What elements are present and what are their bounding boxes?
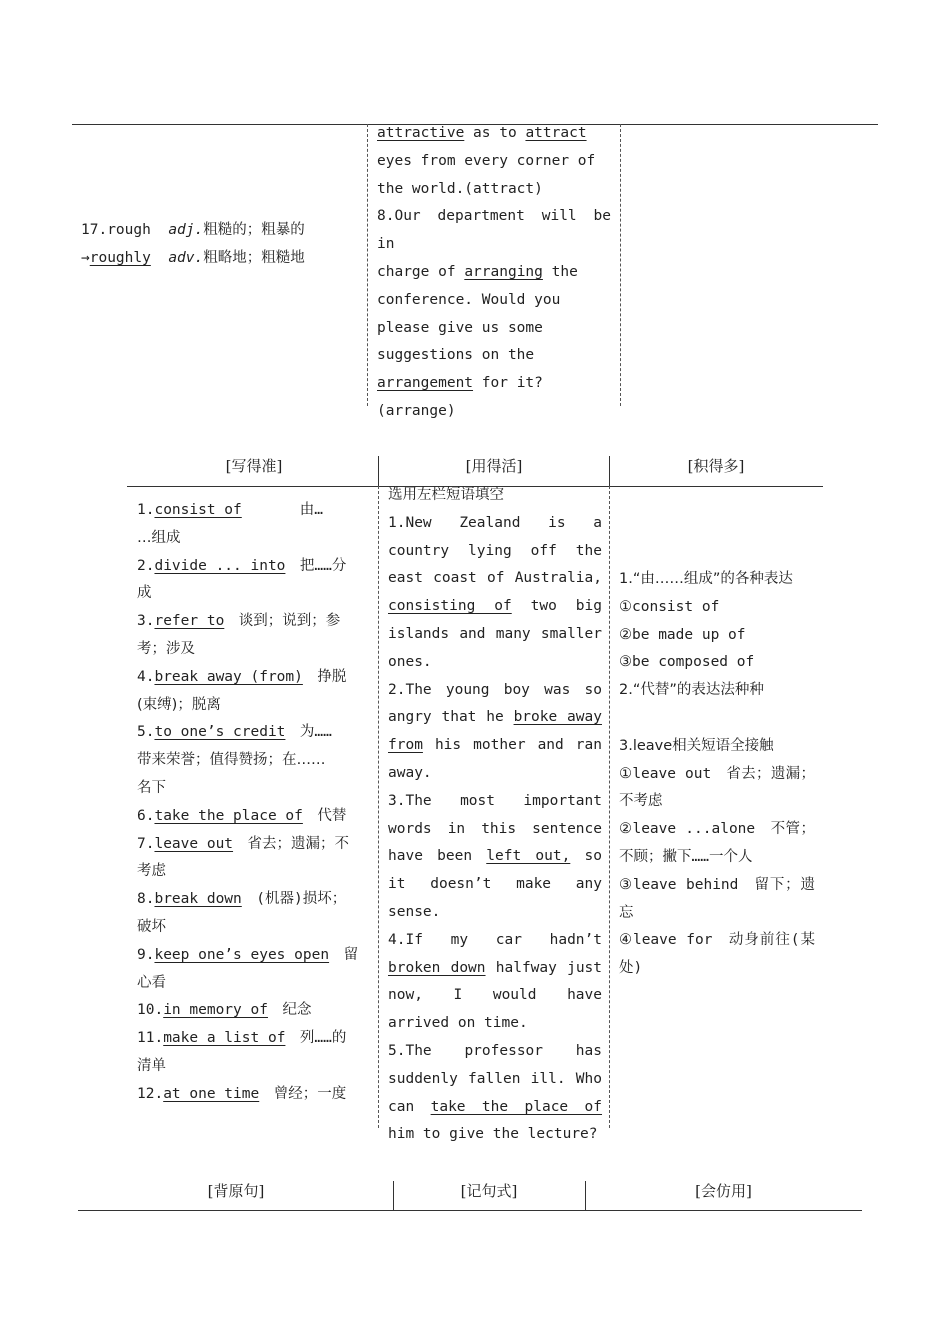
derived-word: roughly <box>89 249 151 266</box>
note-heading-2: 2.“代替”的表达法种种 <box>619 682 764 699</box>
table3-rule <box>78 1210 862 1211</box>
exercise-4 <box>388 927 602 1038</box>
sentence-part: two big islands and many smaller ones. <box>388 598 602 670</box>
note-item: ③leave behind 留下；遗忘 <box>619 876 815 921</box>
answer: consisting of <box>388 598 512 615</box>
sentence-part: 4.If my car hadn’t <box>388 931 602 948</box>
num: 11. <box>137 1030 164 1047</box>
num: 7. <box>137 835 155 852</box>
num: 5. <box>137 724 155 741</box>
note-item: ②leave ...alone 不管；不顾；撇下……一个人 <box>619 821 815 865</box>
note-item: ③be composed of <box>619 654 755 671</box>
col2-line <box>377 370 611 398</box>
phrase-2-line1: 2.divide ... into 把……分 <box>137 557 347 574</box>
table2-divider-2 <box>609 486 610 1128</box>
vocab-item-17-line1 <box>81 217 359 245</box>
word: the <box>551 263 578 280</box>
note-item: ①consist of <box>619 598 720 615</box>
phrase: consist of <box>154 502 242 518</box>
note-heading-1: 1.“由……组成”的各种表达 <box>619 571 793 587</box>
phrase: divide ... into <box>154 557 286 574</box>
phrase-4-line1: 4.break away (from) 挣脱 <box>137 668 347 685</box>
word: of <box>438 263 456 280</box>
meaning: 代替 <box>317 807 347 824</box>
num: 1. <box>137 502 155 518</box>
phrase: in memory of <box>163 1002 268 1019</box>
block1-divider-left <box>367 124 368 406</box>
word: charge <box>377 263 430 280</box>
table2-divider-1 <box>378 486 379 1128</box>
word: as <box>473 125 491 141</box>
answer: take the place of <box>430 1098 603 1115</box>
answer: broken down <box>388 959 486 976</box>
note-item: ①leave out 省去；遗漏；不考虑 <box>619 765 815 810</box>
phrase-10 <box>137 997 370 1025</box>
phrase: break down <box>154 891 242 908</box>
header-beiyuanju: [背原句] <box>207 1182 265 1200</box>
phrase-5-line2: 带来荣誉；值得赞扬；在…… <box>137 752 326 769</box>
sentence-part: 5.The professor has suddenly fallen ill. Who can <box>388 1042 602 1115</box>
col2-line: 8.Our department will be in <box>377 208 611 253</box>
note-heading-3: 3.leave相关短语全接触 <box>619 737 774 754</box>
num: 10. <box>137 1002 164 1019</box>
num: 3. <box>137 613 155 630</box>
phrase-11-line2: 清单 <box>137 1057 166 1074</box>
table3-divider-2 <box>585 1181 586 1210</box>
exercise-3 <box>388 788 602 927</box>
header-huifangyong: [会仿用] <box>695 1182 752 1200</box>
exercise-5 <box>388 1038 602 1149</box>
block1-divider-right <box>620 124 621 406</box>
phrase-12 <box>137 1081 370 1109</box>
block1-col1 <box>81 217 359 273</box>
phrase-3-line2: 考；涉及 <box>137 640 195 657</box>
fill-blank-exercises <box>388 482 602 1149</box>
meaning: 纪念 <box>282 1002 312 1019</box>
exercise-2 <box>388 677 602 788</box>
word: to <box>499 125 517 141</box>
phrase: at one time <box>163 1085 260 1102</box>
phrase-1-line2: …组成 <box>137 529 181 546</box>
phrase-5-line3: 名下 <box>137 779 166 796</box>
header-jideduo: [积得多] <box>687 457 745 475</box>
header-jijushi: [记句式] <box>460 1182 518 1200</box>
phrase-6 <box>137 803 370 831</box>
spacer <box>619 705 815 733</box>
phrase: take the place of <box>154 807 303 824</box>
exercise-instruction: 选用左栏短语填空 <box>388 487 504 503</box>
phrase-list <box>137 497 370 1109</box>
derived-pos: adv. <box>168 249 204 266</box>
col2-line <box>377 259 611 287</box>
answer-attractive: attractive <box>377 125 465 141</box>
part-of-speech: adj. <box>168 222 204 238</box>
sentence-part: halfway just now, I would have arrived on time. <box>388 959 603 1032</box>
sentence-part: his mother and ran away. <box>388 737 602 781</box>
sentence-part: 3.The most important words in this sentence have been <box>388 792 602 865</box>
derived-meaning: 粗略地；粗糙地 <box>203 249 305 266</box>
num: 12. <box>137 1085 164 1102</box>
sentence-part: him to give the lecture? <box>388 1126 598 1143</box>
phrase-7-line2: 考虑 <box>137 863 166 880</box>
phrase-11-line1: 11.make a list of 列……的 <box>137 1030 347 1047</box>
num: 9. <box>137 946 155 963</box>
phrase: keep one’s eyes open <box>154 946 330 963</box>
answer-attract: attract <box>525 125 587 141</box>
word: it? <box>516 375 543 392</box>
phrase-1-line1: 1.consist of 由… <box>137 502 324 518</box>
col2-line: eyes from every corner of <box>377 152 596 169</box>
phrase-7-line1: 7.leave out 省去；遗漏；不 <box>137 835 350 852</box>
meaning: 曾经；一度 <box>273 1085 347 1102</box>
phrase: leave out <box>154 835 234 852</box>
col2-line: conference. Would you <box>377 291 561 308</box>
col2-line: the world.(attract) <box>377 180 543 197</box>
answer-arrangement: arrangement <box>377 375 474 392</box>
word: for <box>481 375 508 392</box>
answer-arranging: arranging <box>464 263 543 280</box>
header-xiedezhun: [写得准] <box>225 457 283 475</box>
col2-line: suggestions on the <box>377 347 535 364</box>
block1-col2 <box>377 120 611 426</box>
phrase-8-line1: 8.break down (机器)损坏； <box>137 891 347 908</box>
num: 6. <box>137 807 155 824</box>
phrase-5-line1: 5.to one’s credit 为…… <box>137 724 332 741</box>
table3-divider-1 <box>393 1181 394 1210</box>
phrase-9-line1: 9.keep one’s eyes open 留 <box>137 946 359 963</box>
col2-line: (arrange) <box>377 402 456 419</box>
phrase-9-line2: 心看 <box>137 974 166 991</box>
arrow-icon: → <box>81 249 90 266</box>
sentence-part: so it doesn’t make any sense. <box>388 848 602 920</box>
vocab-item-17-line2 <box>81 245 359 273</box>
phrase: refer to <box>154 613 225 630</box>
item-number: 17. <box>81 222 108 238</box>
col2-line: please give us some <box>377 319 543 336</box>
phrase: make a list of <box>163 1030 286 1047</box>
num: 8. <box>137 891 155 908</box>
exercise-1 <box>388 510 602 677</box>
phrase-4-line2: (束缚)；脱离 <box>137 696 221 713</box>
answer: left out, <box>486 848 571 865</box>
table2-header-divider-1 <box>378 456 379 486</box>
phrase-3-line1: 3.refer to 谈到；说到；参 <box>137 613 341 630</box>
phrase-2-line2: 成 <box>137 585 152 602</box>
headword: rough <box>107 222 151 238</box>
note-item: ④leave for 动身前往(某处) <box>619 932 815 977</box>
phrase-8-line2: 破坏 <box>137 918 166 935</box>
accumulation-notes <box>619 566 815 983</box>
header-yongdehuo: [用得活] <box>465 457 523 475</box>
num: 2. <box>137 557 155 574</box>
sentence-part: 1.New Zealand is a country lying off the east coast of Australia, <box>388 514 602 587</box>
phrase: break away (from) <box>154 668 303 685</box>
phrase: to one’s credit <box>154 724 286 741</box>
col2-line <box>377 120 611 148</box>
table2-header-divider-2 <box>609 456 610 486</box>
num: 4. <box>137 668 155 685</box>
sentence-part: 2.The young boy was so angry that he <box>388 681 602 726</box>
answer: broke away from <box>388 709 602 754</box>
meaning: 粗糙的；粗暴的 <box>203 222 305 238</box>
note-item: ②be made up of <box>619 626 746 643</box>
